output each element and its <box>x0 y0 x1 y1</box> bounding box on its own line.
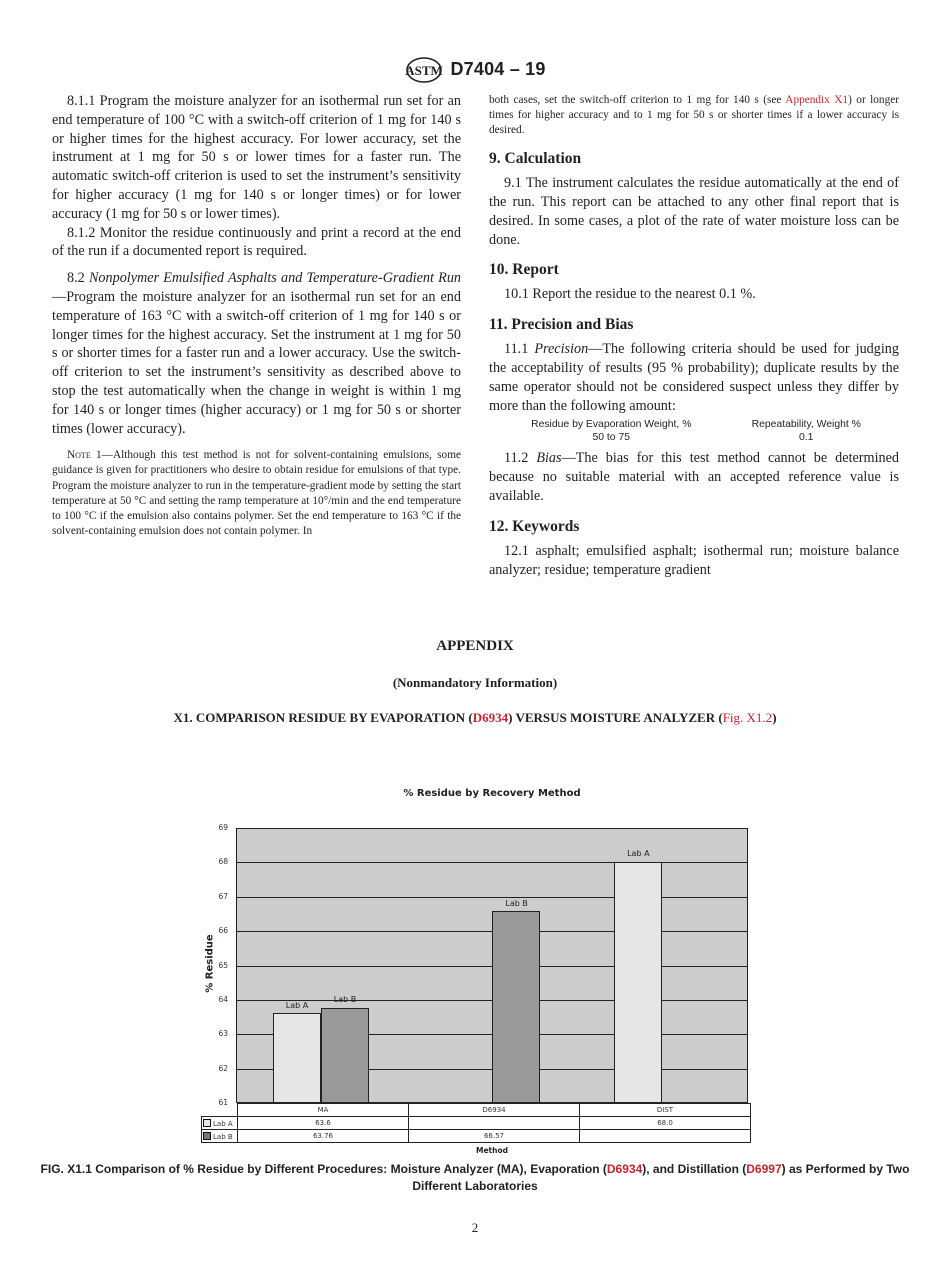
section-10-heading: 10. Report <box>489 261 559 279</box>
section-12-heading: 12. Keywords <box>489 517 580 535</box>
left-column <box>52 92 461 539</box>
gridline <box>237 862 747 863</box>
appendix-x1-heading: X1. COMPARISON RESIDUE BY EVAPORATION (D6934) VERSUS MOISTURE ANALYZER (Fig. X1.2) <box>173 710 777 725</box>
y-tick-label: 69 <box>218 823 228 832</box>
y-tick-label: 67 <box>218 891 228 901</box>
y-tick-label: 61 <box>218 1098 228 1107</box>
astm-logo-icon <box>404 54 444 84</box>
page-header <box>0 52 950 86</box>
data-table-row-lab-b <box>202 1130 751 1143</box>
paragraph-11-2: 11.2 Bias—The bias for this test method cannot be determined because no suitable material with an accepted reference value is available. <box>489 450 899 505</box>
chart-plot-area <box>236 828 748 1103</box>
table-cell <box>580 1130 751 1143</box>
section-11-heading: 11. Precision and Bias <box>489 316 634 334</box>
legend-lab-a: Lab A <box>202 1117 238 1130</box>
paragraph-10-1: 10.1 Report the residue to the nearest 0.1 %. <box>504 286 756 303</box>
criteria-column-repeatability <box>752 418 861 444</box>
paragraph-8-2: 8.2 Nonpolymer Emulsified Asphalts and Temperature-Gradient Run—Program the moisture analyzer for an isothermal run set for an end temperature of 163 °C with a switch-off criterion of 1 mg for 140 s or longer times for the highest accuracy. Set the instrument at 1 mg for 50 s or shorter times for a faster run and a lower accuracy. Use the switch-off criterion to set the instrument’s sensitivity as described above to stop the test automatically when the change in weight is within 1 mg for 140 s or longer times (higher accuracy) or 1 mg for 50 s or shorter times (lower accuracy). <box>52 270 462 437</box>
page-number: 2 <box>471 1220 479 1235</box>
appendix-x1-link[interactable]: Appendix X1 <box>785 94 849 106</box>
bar-annotation: Lab B <box>505 898 528 908</box>
table-cell <box>409 1117 580 1130</box>
d6934-link[interactable]: D6934 <box>606 1162 643 1176</box>
y-tick-label: 65 <box>218 960 228 970</box>
data-table-header-row <box>202 1104 751 1117</box>
chart-data-table <box>201 1103 751 1143</box>
d6934-link[interactable]: D6934 <box>472 710 509 725</box>
chart-x-axis-label: Method <box>476 1146 508 1155</box>
d6997-link[interactable]: D6997 <box>746 1162 782 1176</box>
svg-text:ASTM: ASTM <box>405 63 444 78</box>
bar-lab-b-ma <box>321 1008 369 1103</box>
criteria-column-residue <box>531 418 691 444</box>
chart-y-axis-label: % Residue <box>204 934 216 993</box>
paragraph-12-1: 12.1 asphalt; emulsified asphalt; isothermal run; moisture balance analyzer; residue; temperature gradient <box>489 542 899 578</box>
bar-lab-a-dist <box>614 862 662 1103</box>
table-cell: 63.6 <box>238 1117 409 1130</box>
data-table-row-lab-a <box>202 1117 751 1130</box>
y-tick-label: 63 <box>218 1029 228 1039</box>
section-9-heading: 9. Calculation <box>489 150 582 168</box>
y-tick-label: 62 <box>218 1063 228 1073</box>
bar-lab-b-d6934 <box>492 911 540 1102</box>
legend-swatch-icon <box>203 1132 211 1140</box>
criteria-value: 0.1 <box>799 432 814 444</box>
fig-x1-2-link[interactable]: Fig. X1.2 <box>722 710 773 725</box>
paragraph-11-1: 11.1 Precision—The following criteria should be used for judging the acceptability of results (95 % probability); duplicate results by the same operator should not be considered suspect unless they differ by more than the following amount: <box>489 341 899 414</box>
precision-criteria-table <box>489 418 899 444</box>
bar-annotation: Lab A <box>627 849 650 859</box>
note-1: Note 1—Although this test method is not for solvent-containing emulsions, some guidance is given for practitioners who desire to obtain residue for emulsions of that type. Program the moisture analyzer to run in the temperature-gradient mode by setting the start temperature at 50 °C and setting the ramp temperature at 10°/min and the end temperature to 100 °C if the emulsion also contains polymer. Set the end temperature to 163 °C if the solvent-containing emulsion does not contain polymer. In <box>52 449 462 537</box>
y-tick-label: 64 <box>218 994 228 1004</box>
category-dist: DIST <box>580 1104 751 1117</box>
appendix-subtitle: (Nonmandatory Information) <box>392 675 558 690</box>
figure-caption: FIG. X1.1 Comparison of % Residue by Different Procedures: Moisture Analyzer (MA), Evaporation (D6934), and Distillation (D6997) as Performed by Two Different Laboratories <box>40 1162 910 1193</box>
criteria-value: 50 to 75 <box>592 432 631 444</box>
bar-lab-a-ma <box>273 1013 321 1102</box>
note-1-continued: both cases, set the switch-off criterion to 1 mg for 140 s (see Appendix X1) or longer times for higher accuracy and to 1 mg for 50 s or shorter times if a lower accuracy is desired. <box>489 94 900 137</box>
bar-annotation: Lab A <box>285 1000 309 1010</box>
paragraph-8-1-2: 8.1.2 Monitor the residue continuously and print a record at the end of the run if a documented report is required. <box>52 224 461 260</box>
chart-title: % Residue by Recovery Method <box>403 788 581 799</box>
category-ma: MA <box>238 1104 409 1117</box>
y-tick-label: 66 <box>218 926 228 936</box>
legend-swatch-icon <box>203 1119 211 1127</box>
right-column <box>489 93 899 579</box>
appendix-title: APPENDIX <box>436 638 514 654</box>
criteria-header: Residue by Evaporation Weight, % <box>531 419 692 431</box>
legend-lab-b: Lab B <box>202 1130 238 1143</box>
paragraph-9-1: 9.1 The instrument calculates the residue automatically at the end of the run. This report can be attached to any other final report that is desired. In some cases, a plot of the rate of water moisture loss can be done. <box>489 175 899 248</box>
table-cell: 63.76 <box>238 1130 409 1143</box>
table-cell: 68.0 <box>580 1117 751 1130</box>
y-tick-label: 68 <box>218 857 228 867</box>
document-designation: D7404 – 19 <box>450 58 546 79</box>
bar-annotation: Lab B <box>333 995 357 1005</box>
criteria-header: Repeatability, Weight % <box>751 419 861 431</box>
paragraph-8-2-title: Nonpolymer Emulsified Asphalts and Temperature-Gradient Run <box>88 270 462 287</box>
table-cell: 66.57 <box>409 1130 580 1143</box>
paragraph-8-1-1: 8.1.1 Program the moisture analyzer for an isothermal run set for an end temperature of 100 °C with a switch-off criterion of 1 mg for 140 s or higher times for the highest accuracy. For lower accuracy, set the instrument at 1 mg for 50 s or lower times for a faster run. The automatic switch-off criterion is used to set the instrument’s sensitivity for higher accuracy (1 mg for 140 s or longer times) or for lower accuracy (1 mg for 50 s or lower times). <box>52 93 461 222</box>
category-d6934: D6934 <box>409 1104 580 1117</box>
note-label: Note 1 <box>67 449 102 462</box>
